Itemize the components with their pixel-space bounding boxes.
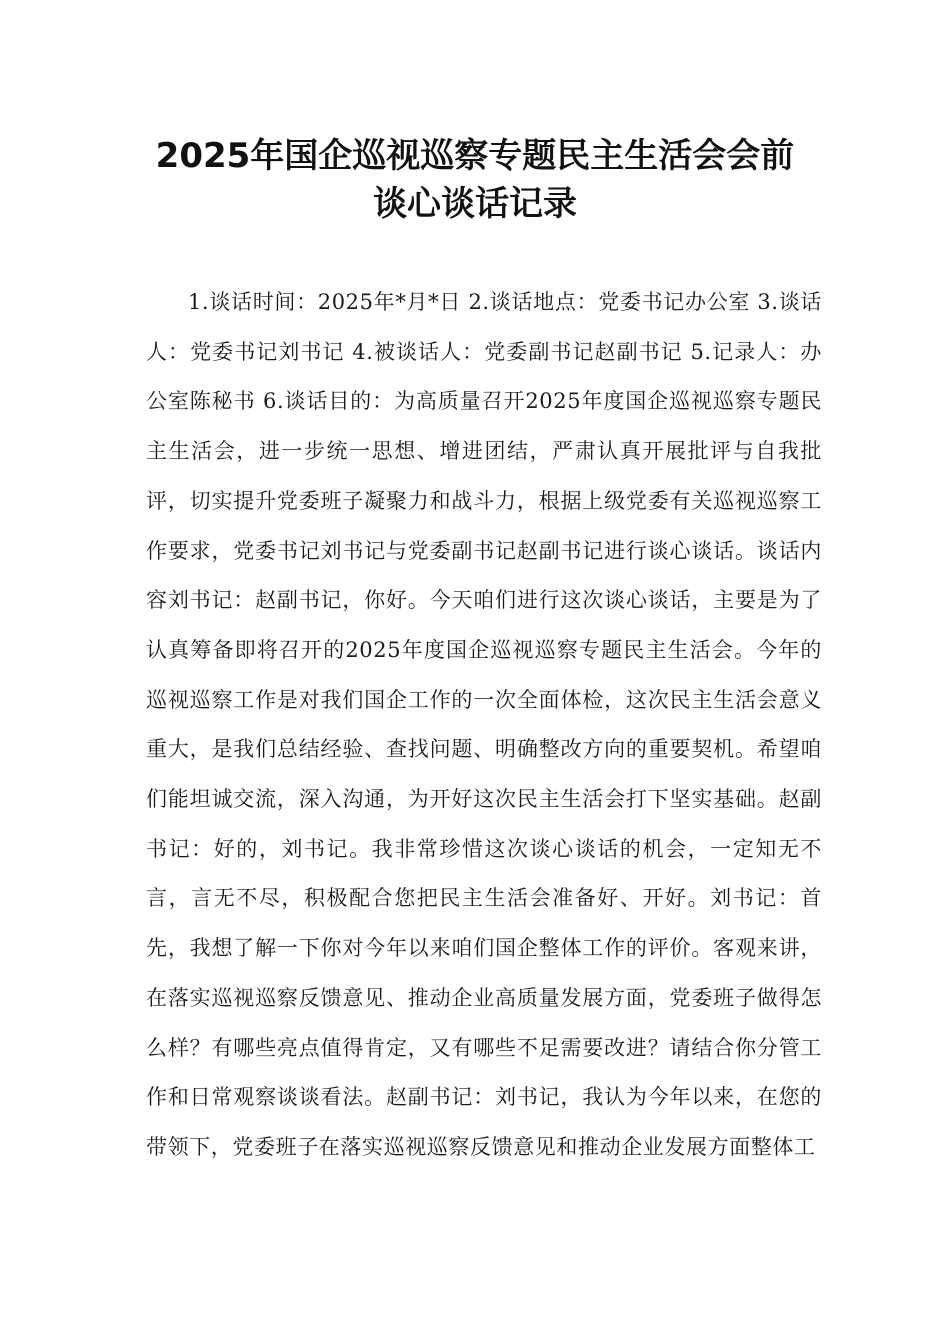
document-title-line-2: 谈心谈话记录	[373, 184, 577, 224]
document-title-line-1: 2025年国企巡视巡察专题民主生活会会前	[155, 136, 795, 176]
document-title	[120, 132, 830, 228]
document-body-paragraph: 1.谈话时间：2025年*月*日 2.谈话地点：党委书记办公室 3.谈话人：党委书记刘书记 4.被谈话人：党委副书记赵副书记 5.记录人：办公室陈秘书 6.谈话目的：为高质量召开2025年度国企巡视巡察专题民主生活会，进一步统一思想、增进团结，严肃认真开展批评与自我批评，切实提升党委班子凝聚力和战斗力，根据上级党委有关巡视巡察工作要求，党委书记刘书记与党委副书记赵副书记进行谈心谈话。谈话内容刘书记：赵副书记，你好。今天咱们进行这次谈心谈话，主要是为了认真筹备即将召开的2025年度国企巡视巡察专题民主生活会。今年的巡视巡察工作是对我们国企工作的一次全面体检，这次民主生活会意义重大，是我们总结经验、查找问题、明确整改方向的重要契机。希望咱们能坦诚交流，深入沟通，为开好这次民主生活会打下坚实基础。赵副书记：好的，刘书记。我非常珍惜这次谈心谈话的机会，一定知无不言，言无不尽，积极配合您把民主生活会准备好、开好。刘书记：首先，我想了解一下你对今年以来咱们国企整体工作的评价。客观来讲，在落实巡视巡察反馈意见、推动企业高质量发展方面，党委班子做得怎么样？有哪些亮点值得肯定，又有哪些不足需要改进？请结合你分管工作和日常观察谈谈看法。赵副书记：刘书记，我认为今年以来，在您的带领下，党委班子在落实巡视巡察反馈意见和推动企业发展方面整体工	[146, 290, 822, 1159]
